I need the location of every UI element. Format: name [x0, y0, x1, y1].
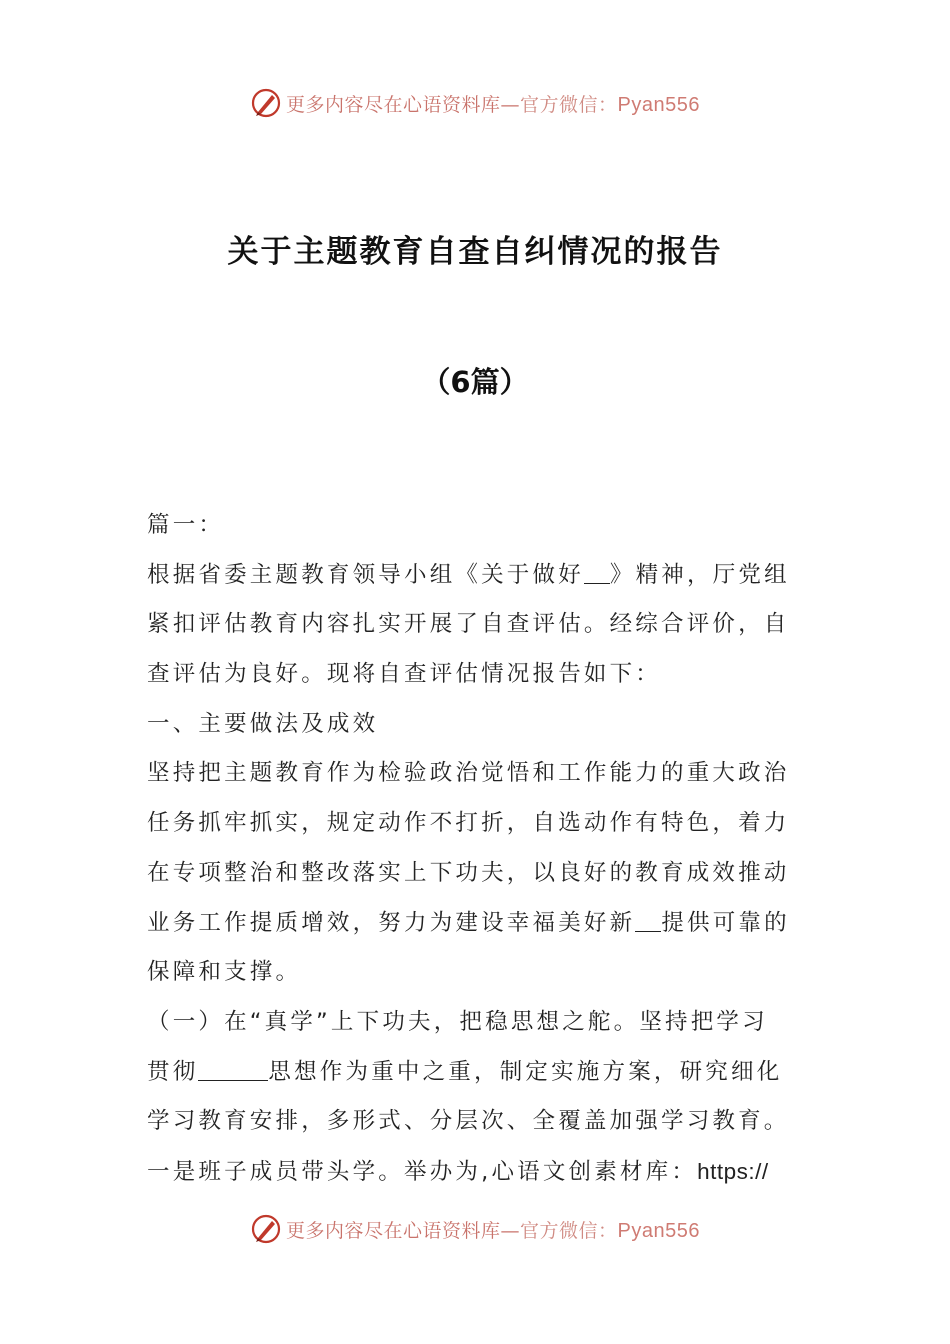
fill-blank: [635, 903, 661, 932]
text-line: 根据省委主题教育领导小组《关于做好 》精神，厅党组: [147, 551, 817, 601]
text-line: 贯彻 思想作为重中之重，制定实施方案，研究细化: [147, 1048, 817, 1098]
text-line: 学习教育安排，多形式、分层次、全覆盖加强学习教育。: [147, 1108, 790, 1135]
section-heading: 一、主要做法及成效: [147, 710, 379, 737]
text-line: 查评估为良好。现将自查评估情况报告如下：: [147, 661, 662, 688]
pen-logo-icon: [250, 1213, 282, 1245]
text-line: 坚持把主题教育作为检验政治觉悟和工作能力的重大政治: [147, 760, 790, 787]
text-line: 保障和支撑。: [147, 959, 302, 986]
watermark-text: 更多内容尽在心语资料库—官方微信：Pyan556: [286, 93, 700, 116]
text-line: 任务抓牢抓实，规定动作不打折，自选动作有特色，着力: [147, 810, 790, 837]
document-title: 关于主题教育自查自纠情况的报告: [227, 234, 723, 270]
watermark-header: [0, 86, 950, 120]
pen-logo-icon: [250, 87, 282, 119]
text-line: 业务工作提质增效，努力为建设幸福美好新 提供可靠的: [147, 899, 817, 949]
fill-blank: [584, 555, 610, 584]
text-line: 一是班子成员带头学。举办为,心语文创素材库：https://: [147, 1158, 769, 1185]
watermark-footer: [0, 1212, 950, 1246]
fill-blank: [198, 1052, 268, 1081]
watermark-text: 更多内容尽在心语资料库—官方微信：Pyan556: [286, 1219, 700, 1242]
text-line: 在专项整治和整改落实上下功夫，以良好的教育成效推动: [147, 859, 790, 886]
document-body: [147, 501, 817, 1197]
document-subtitle: （6篇）: [421, 365, 529, 399]
subsection-heading: （一）在“真学”上下功夫，把稳思想之舵。坚持把学习: [147, 1008, 768, 1035]
url-text: https://: [697, 1158, 769, 1184]
text-line: 篇一：: [147, 512, 225, 538]
text-line: 紧扣评估教育内容扎实开展了自查评估。经综合评价，自: [147, 611, 790, 638]
